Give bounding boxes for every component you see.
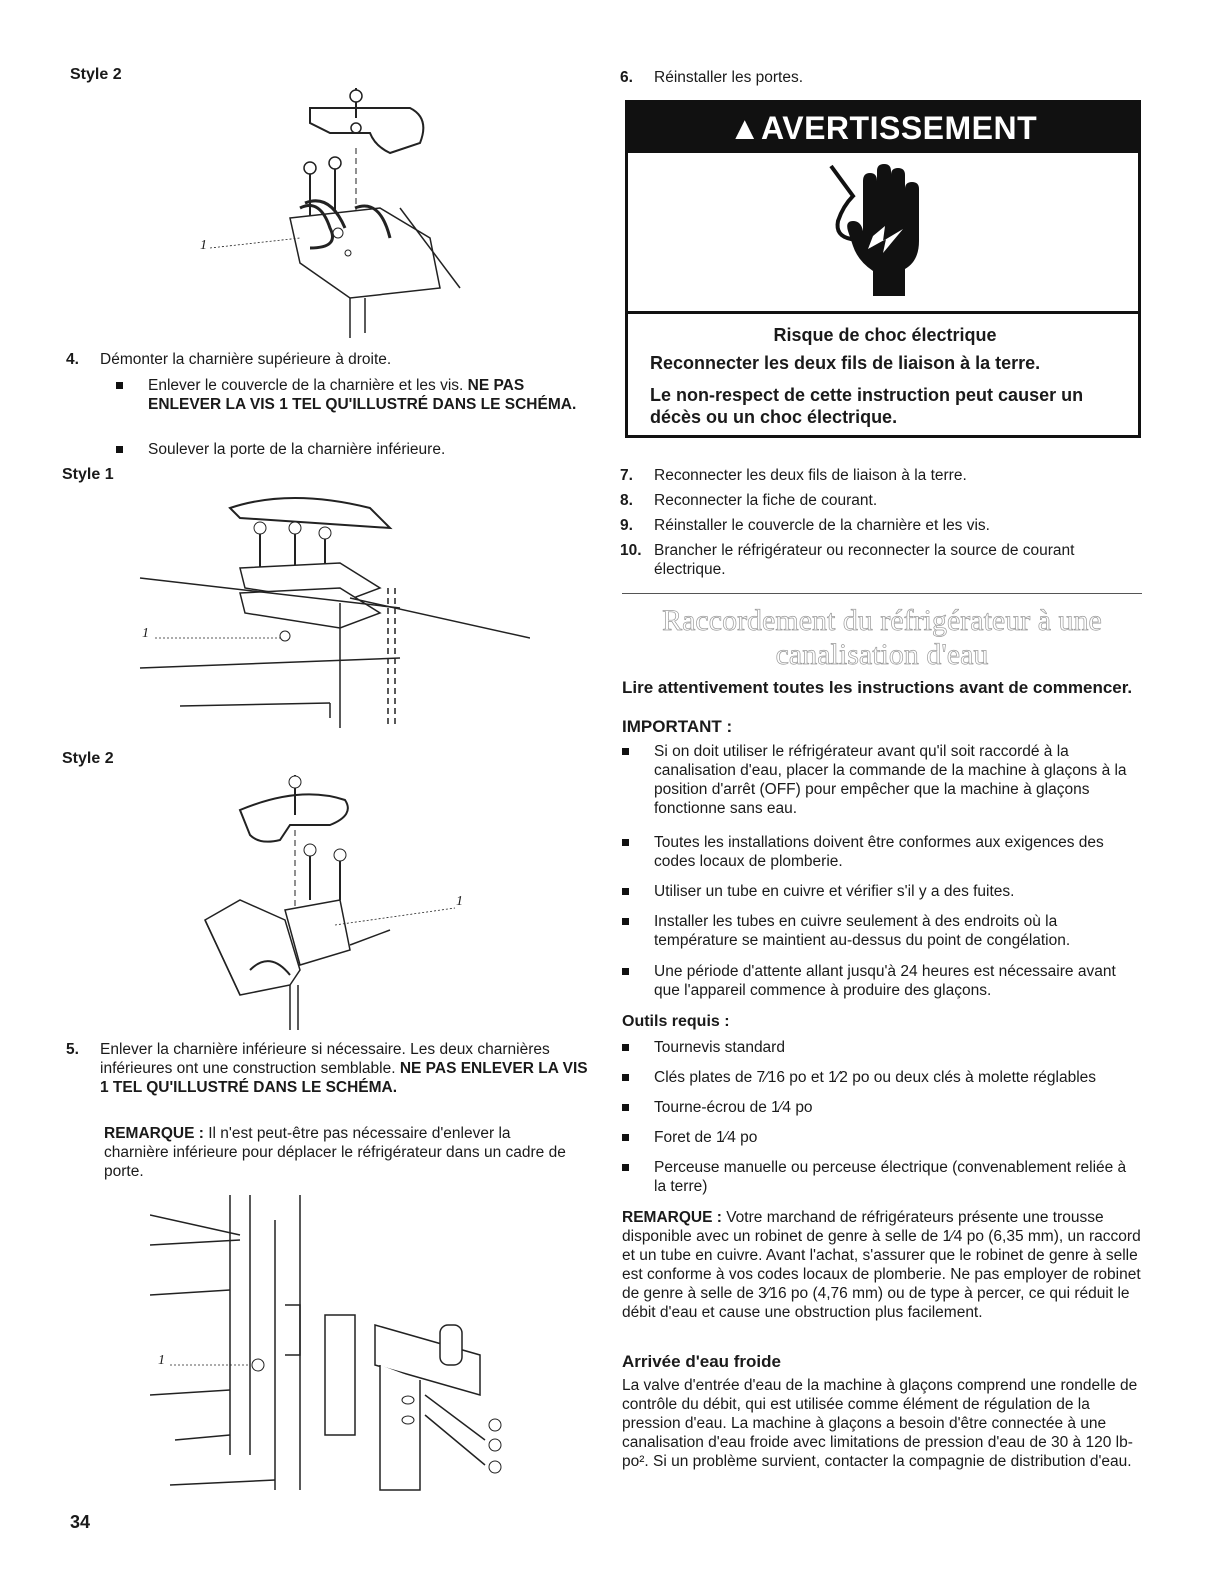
warning-title: AVERTISSEMENT (761, 110, 1038, 146)
bullet-square (622, 1074, 629, 1081)
tool-4 (622, 1128, 1142, 1147)
bullet-square (622, 1134, 629, 1141)
bullet-square (622, 968, 629, 975)
bullet-text: Utiliser un tube en cuivre et vérifier s'il y a des fuites. (654, 883, 1015, 900)
bullet-square (622, 1044, 629, 1051)
step-number: 4. (66, 351, 79, 368)
step4-bullet-2 (116, 440, 586, 459)
tool-5 (622, 1158, 1142, 1196)
bullet-text: Perceuse manuelle ou perceuse électrique (convenablement reliée à la terre) (654, 1159, 1127, 1195)
step4-bullet-1 (116, 376, 586, 414)
step-text: Reconnecter la fiche de courant. (654, 492, 878, 509)
step-text: Démonter la charnière supérieure à droite. (100, 351, 392, 368)
important-bullet-2 (622, 833, 1142, 871)
warning-header (628, 103, 1138, 153)
bullet-square (622, 1104, 629, 1111)
step-bold-text: NE PAS ENLEVER LA VIS 1 TEL QU'ILLUSTRÉ DANS LE SCHÉMA. (100, 1060, 588, 1096)
figure-hinge-removal (150, 1195, 530, 1495)
important-bullet-4 (622, 912, 1142, 950)
cold-water-text: La valve d'entrée d'eau de la machine à glaçons comprend une rondelle de contrôle du débit, qui est utilisée comme élément de régulation de la pression d'eau. La machine à glaçons a besoin d'être connectée à une canalisation d'eau froide avec limitations de pression d'eau de 30 à 120 lb-po². Si un problème survient, contacter la compagnie de distribution d'eau. (622, 1377, 1138, 1470)
tools-label: Outils requis : (622, 1013, 730, 1030)
bullet-square (622, 748, 629, 755)
step-text: Réinstaller les portes. (654, 69, 804, 86)
warning-text (628, 314, 1138, 428)
step-text: Réinstaller le couvercle de la charnière et les vis. (654, 517, 990, 534)
step-4 (66, 350, 590, 369)
bullet-square (622, 839, 629, 846)
warning-box (625, 100, 1141, 438)
bullet-text: Tournevis standard (654, 1039, 785, 1056)
bullet-text: Installer les tubes en cuivre seulement à des endroits où la température se maintient au-dessus du point de congélation. (654, 913, 1071, 949)
cold-water-label: Arrivée d'eau froide (622, 1352, 781, 1371)
figure-upper-hinge-style2 (180, 88, 480, 338)
style2-top-label: Style 2 (70, 66, 122, 83)
step-number: 5. (66, 1041, 79, 1058)
step-6 (620, 68, 1144, 87)
callout-1: 1 (142, 626, 149, 641)
style2-label: Style 2 (62, 750, 114, 767)
tool-1 (622, 1038, 1142, 1057)
page-number: 34 (70, 1512, 91, 1532)
step-number: 8. (620, 492, 633, 509)
tool-3 (622, 1098, 1142, 1117)
step-text: Brancher le réfrigérateur ou reconnecter la source de courant électrique. (654, 542, 1075, 578)
bullet-text: Si on doit utiliser le réfrigérateur avant qu'il soit raccordé à la canalisation d'eau, placer la commande de la machine à glaçons à la position d'arrêt (OFF) pour empêcher que la machine à glaçons fonctionne sans eau. (654, 743, 1127, 817)
step-9 (620, 516, 1144, 535)
step-number: 6. (620, 69, 633, 86)
important-bullet-1 (622, 742, 1142, 818)
step-8 (620, 491, 1144, 510)
callout-1: 1 (200, 238, 207, 253)
bullet-square (622, 918, 629, 925)
bullet-text: Une période d'attente allant jusqu'à 24 heures est nécessaire avant que l'appareil commence à produire des glaçons. (654, 963, 1116, 999)
important-label: IMPORTANT : (622, 717, 733, 736)
bullet-square (116, 446, 123, 453)
step-text: Reconnecter les deux fils de liaison à la terre. (654, 467, 967, 484)
note-label: REMARQUE : (622, 1209, 722, 1226)
bullet-square (622, 888, 629, 895)
tool-2 (622, 1068, 1142, 1087)
right-note (622, 1208, 1142, 1322)
intro-bold: Lire attentivement toutes les instructions avant de commencer. (622, 678, 1133, 697)
warning-triangle-icon: ▲ (728, 110, 761, 146)
step-number: 10. (620, 542, 642, 559)
shock-hazard-area (628, 153, 1138, 314)
step-number: 9. (620, 517, 633, 534)
callout-1: 1 (456, 894, 463, 909)
electric-shock-hand-icon (823, 161, 943, 301)
important-bullet-5 (622, 962, 1142, 1000)
figure-lower-hinge-style2 (190, 770, 490, 1030)
warning-line-2: Reconnecter les deux fils de liaison à la terre. (650, 353, 1041, 373)
note-label: REMARQUE : (104, 1125, 204, 1142)
step-number: 7. (620, 467, 633, 484)
step5-note (74, 1124, 574, 1181)
bullet-text: Foret de 1⁄4 po (654, 1129, 758, 1146)
bullet-text: Tourne-écrou de 1⁄4 po (654, 1099, 813, 1116)
callout-1: 1 (158, 1353, 165, 1368)
bullet-square (116, 382, 123, 389)
note-text: Votre marchand de réfrigérateurs présente une trousse disponible avec un robinet de genre à selle de 1⁄4 po (6,35 mm), un raccord et un tube en cuivre. Avant l'achat, s'assurer que le robinet de genre à selle est conforme à vos codes locaux de plomberie. Ne pas employer de robinet de genre à selle de 3⁄16 po (4,76 mm) ou de type à percer, ce qui réduit le débit d'eau et cause une obstruction plus facilement. (622, 1209, 1141, 1321)
style1-label: Style 1 (62, 466, 114, 483)
bullet-text: Soulever la porte de la charnière inférieure. (148, 441, 446, 458)
bullet-text: Toutes les installations doivent être conformes aux exigences des codes locaux de plomberie. (654, 834, 1104, 870)
step-10 (620, 541, 1144, 579)
bullet-text: Clés plates de 7⁄16 po et 1⁄2 po ou deux clés à molette réglables (654, 1069, 1097, 1086)
important-bullet-3 (622, 882, 1142, 901)
bullet-bold-text: NE PAS ENLEVER LA VIS 1 TEL QU'ILLUSTRÉ DANS LE SCHÉMA. (148, 377, 577, 413)
warning-line-3: Le non-respect de cette instruction peut causer un décès ou un choc électrique. (650, 385, 1084, 427)
section-title: Raccordement du réfrigérateur à une canalisation d'eau (662, 604, 1102, 671)
warning-line-1: Risque de choc électrique (773, 325, 997, 345)
step-5 (66, 1040, 590, 1097)
bullet-text: Enlever le couvercle de la charnière et les vis. (148, 377, 468, 394)
note-text: Il n'est peut-être pas nécessaire d'enlever la charnière inférieure pour déplacer le réfrigérateur dans un cadre de porte. (104, 1125, 566, 1180)
bullet-square (622, 1164, 629, 1171)
step-text: Enlever la charnière inférieure si nécessaire. Les deux charnières inférieures ont une construction semblable. (100, 1041, 550, 1077)
step-7 (620, 466, 1144, 485)
section-divider (622, 593, 1142, 594)
figure-lower-hinge-style1 (130, 488, 530, 738)
